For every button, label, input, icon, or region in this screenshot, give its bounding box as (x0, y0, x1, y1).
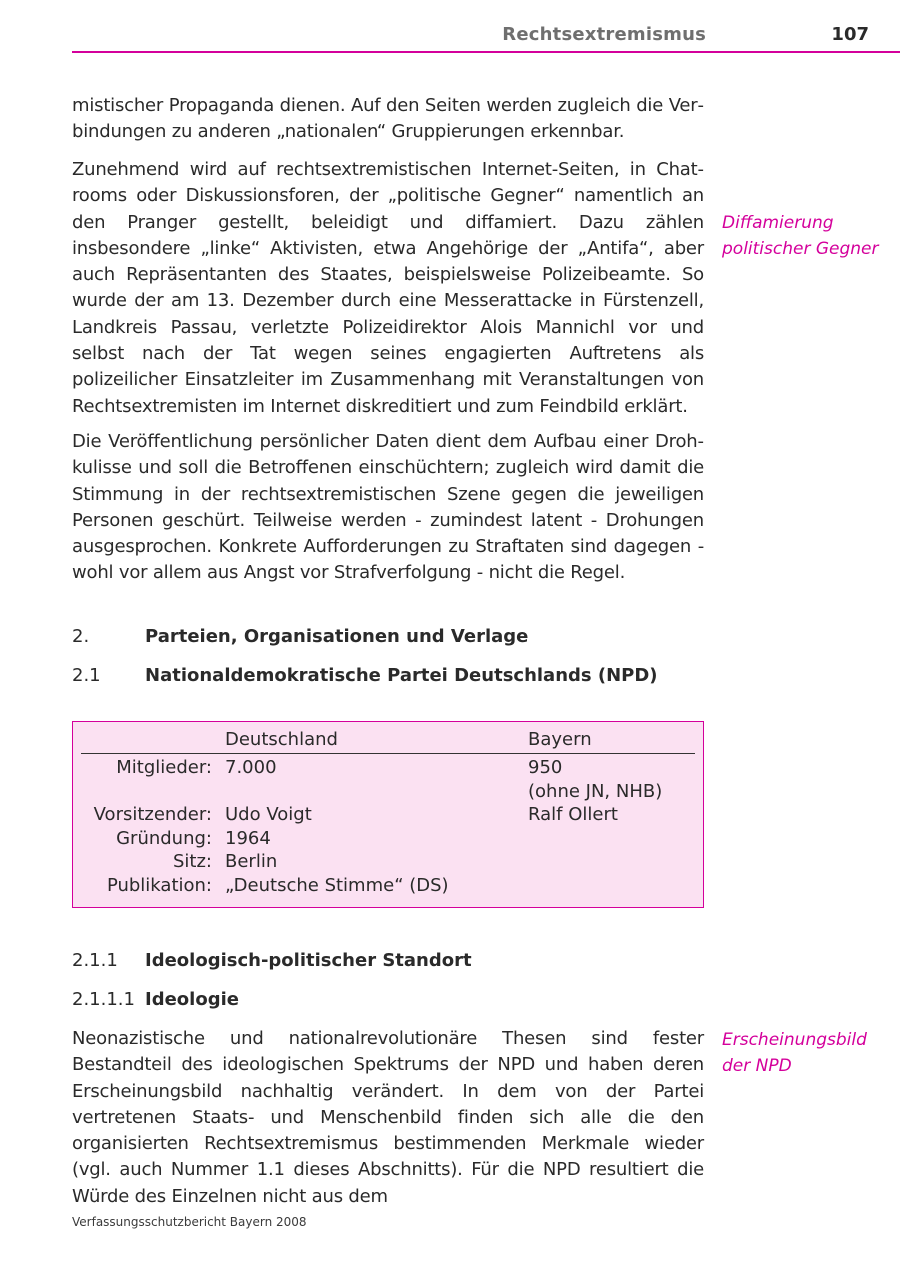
members-deutschland: 7.000 (225, 757, 277, 778)
header-rule (72, 51, 900, 53)
heading-2-1-1 (72, 949, 472, 973)
publication-label: Publikation: (106, 875, 212, 896)
footer-text: Verfassungsschutzbericht Bayern 2008 (72, 1215, 307, 1229)
paragraph-2: Zunehmend wird auf rechtsextremistischen Internet-Seiten, in Chatrooms oder Diskussionsforen, der „politische Gegner“ namentlich an den Pranger gestellt, beleidigt und diffamiert. Dazu zählen insbesondere „linke“ Aktivisten, etwa Angehörige der „Antifa“, aber auch Repräsentanten des Staates, beispielsweise Polizeibeamte. So wurde der am 13. Dezember durch eine Messerattacke in Fürstenzell, Landkreis Passau, verletzte Polizeidirektor Alois Mannichl vor und selbst nach der Tat wegen seines engagierten Auftretens als polizeilicher Einsatzleiter im Zusammenhang mit Veranstaltungen von Rechtsextremisten im Internet diskreditiert und zum Feindbild erklärt. (72, 159, 704, 417)
heading-title: Ideologisch-politischer Standort (145, 950, 472, 971)
members-bayern-note: (ohne JN, NHB) (528, 781, 663, 802)
heading-number: 2.1.1 (72, 950, 118, 971)
heading-title: Nationaldemokratische Partei Deutschlands (NPD) (145, 665, 658, 686)
members-label: Mitglieder: (116, 757, 212, 778)
table-header-rule (81, 753, 695, 754)
heading-number: 2. (72, 626, 90, 647)
members-bayern: 950 (528, 757, 563, 778)
paragraph-1: mistischer Propaganda dienen. Auf den Seiten werden zugleich die Verbindungen zu anderen „nationalen“ Gruppierungen erkennbar. (72, 95, 704, 143)
margin-note-line: Erscheinungsbild (722, 1030, 867, 1050)
paragraph-3: Die Veröffentlichung persönlicher Daten dient dem Aufbau einer Drohkulisse und soll die Betroffenen einschüchtern; zugleich wird damit die Stimmung in der rechtsextremistischen Szene gegen die jeweiligen Personen geschürt. Teilweise werden - zumindest latent - Drohungen ausgesprochen. Konkrete Aufforderungen zu Straftaten sind dagegen - wohl vor allem aus Angst vor Strafverfolgung - nicht die Regel. (72, 431, 704, 584)
margin-note-line: politischer Gegner (722, 239, 879, 259)
chair-bayern: Ralf Ollert (528, 804, 618, 825)
npd-info-box (72, 721, 704, 908)
column-header-deutschland: Deutschland (225, 729, 338, 750)
founded-label: Gründung: (116, 828, 212, 849)
publication-deutschland: „Deutsche Stimme“ (DS) (225, 875, 449, 896)
heading-title: Parteien, Organisationen und Verlage (145, 626, 529, 647)
margin-note-diffamierung (722, 210, 892, 262)
margin-note-line: der NPD (722, 1056, 792, 1076)
seat-label: Sitz: (173, 851, 212, 872)
heading-title: Ideologie (145, 989, 239, 1010)
margin-note-erscheinungsbild (722, 1027, 892, 1079)
heading-2-1 (72, 664, 658, 688)
founded-deutschland: 1964 (225, 828, 271, 849)
header-title: Rechtsextremismus (502, 24, 706, 45)
seat-deutschland: Berlin (225, 851, 278, 872)
chair-deutschland: Udo Voigt (225, 804, 312, 825)
page-number: 107 (831, 24, 869, 45)
heading-number: 2.1 (72, 665, 101, 686)
chair-label: Vorsitzender: (93, 804, 212, 825)
heading-number: 2.1.1.1 (72, 989, 135, 1010)
heading-2 (72, 625, 528, 649)
margin-note-line: Diffamierung (722, 213, 834, 233)
paragraph-4: Neonazistische und nationalrevolutionäre Thesen sind fester Bestandteil des ideologischen Spektrums der NPD und haben deren Erscheinungsbild nachhaltig verändert. In dem von der Partei vertretenen Staats- und Menschenbild finden sich alle die den organisierten Rechtsextremismus bestimmenden Merkmale wieder (vgl. auch Nummer 1.1 dieses Abschnitts). Für die NPD resultiert die Würde des Einzelnen nicht aus dem (72, 1028, 704, 1207)
heading-2-1-1-1 (72, 988, 239, 1012)
column-header-bayern: Bayern (528, 729, 592, 750)
